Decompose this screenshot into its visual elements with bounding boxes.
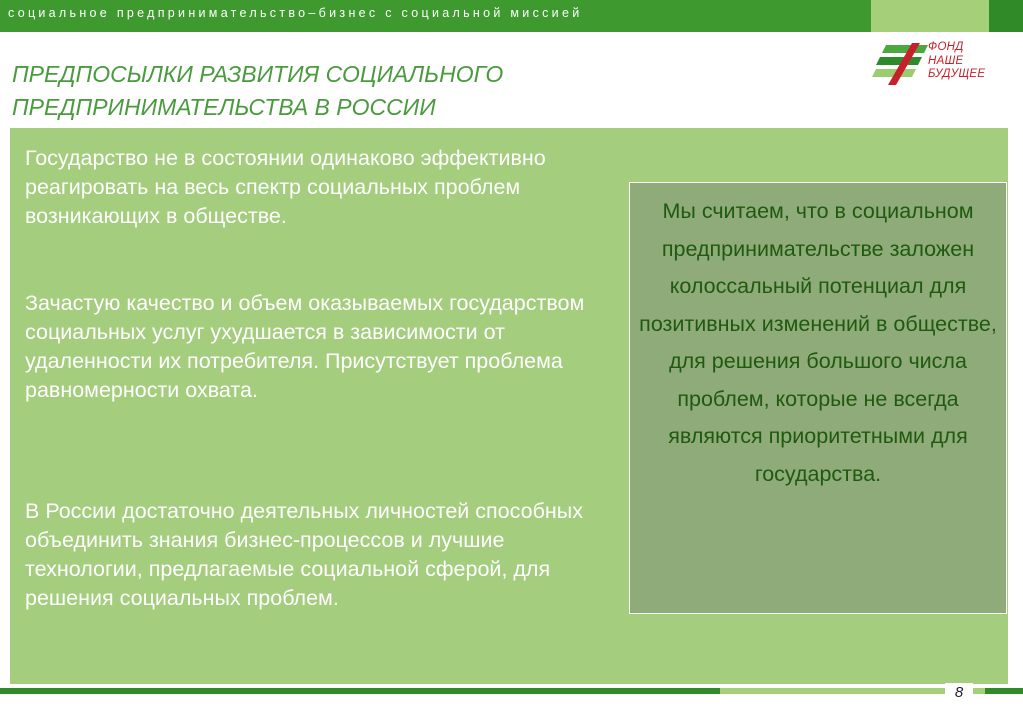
header-bar [0,0,1023,32]
slide-title-line-2: ПРЕДПРИНИМАТЕЛЬСТВА В РОССИИ [12,94,436,120]
paragraph-russia-potential: В России достаточно деятельных личностей способных объединить знания бизнес-процессов и лучшие технологии, предлагаемые социальной сферой, для решения социальных проблем. [25,499,583,610]
footer-rule-dark [0,688,720,694]
paragraph-state-response: Государство не в состоянии одинаково эффективно реагировать на весь спектр социальных проблем возникающих в обществе. [25,146,546,228]
header-accent-dark [989,0,1023,32]
page-number: 8 [945,683,973,703]
quote-text: Мы считаем, что в социальном предпринимательстве заложен колоссальный потенциал для позитивных изменений в обществе, для решения большого числа проблем, которые не всегда являются приоритетными для государства. [639,199,997,486]
slide-title-line-1: ПРЕДПОСЫЛКИ РАЗВИТИЯ СОЦИАЛЬНОГО [12,61,504,87]
logo-line-1: ФОНД [928,41,964,53]
paragraph-service-quality: Зачастую качество и объем оказываемых государством социальных услуг ухудшается в зависимости от удаленности их потребителя. Присутствует проблема равномерности охвата. [25,291,585,402]
header-tagline: социальное предпринимательство–бизнес с социальной миссией [8,6,583,20]
header-accent-light [871,0,989,32]
footer-rule-right [985,688,1023,694]
logo-line-2: НАШЕ [928,54,964,67]
quote-box [629,182,1007,614]
fund-logo-icon [872,41,928,85]
slide-title [12,58,652,124]
fund-logo-text [928,41,985,82]
fund-logo [872,41,1007,91]
logo-line-3: БУДУЩЕЕ [928,68,986,80]
